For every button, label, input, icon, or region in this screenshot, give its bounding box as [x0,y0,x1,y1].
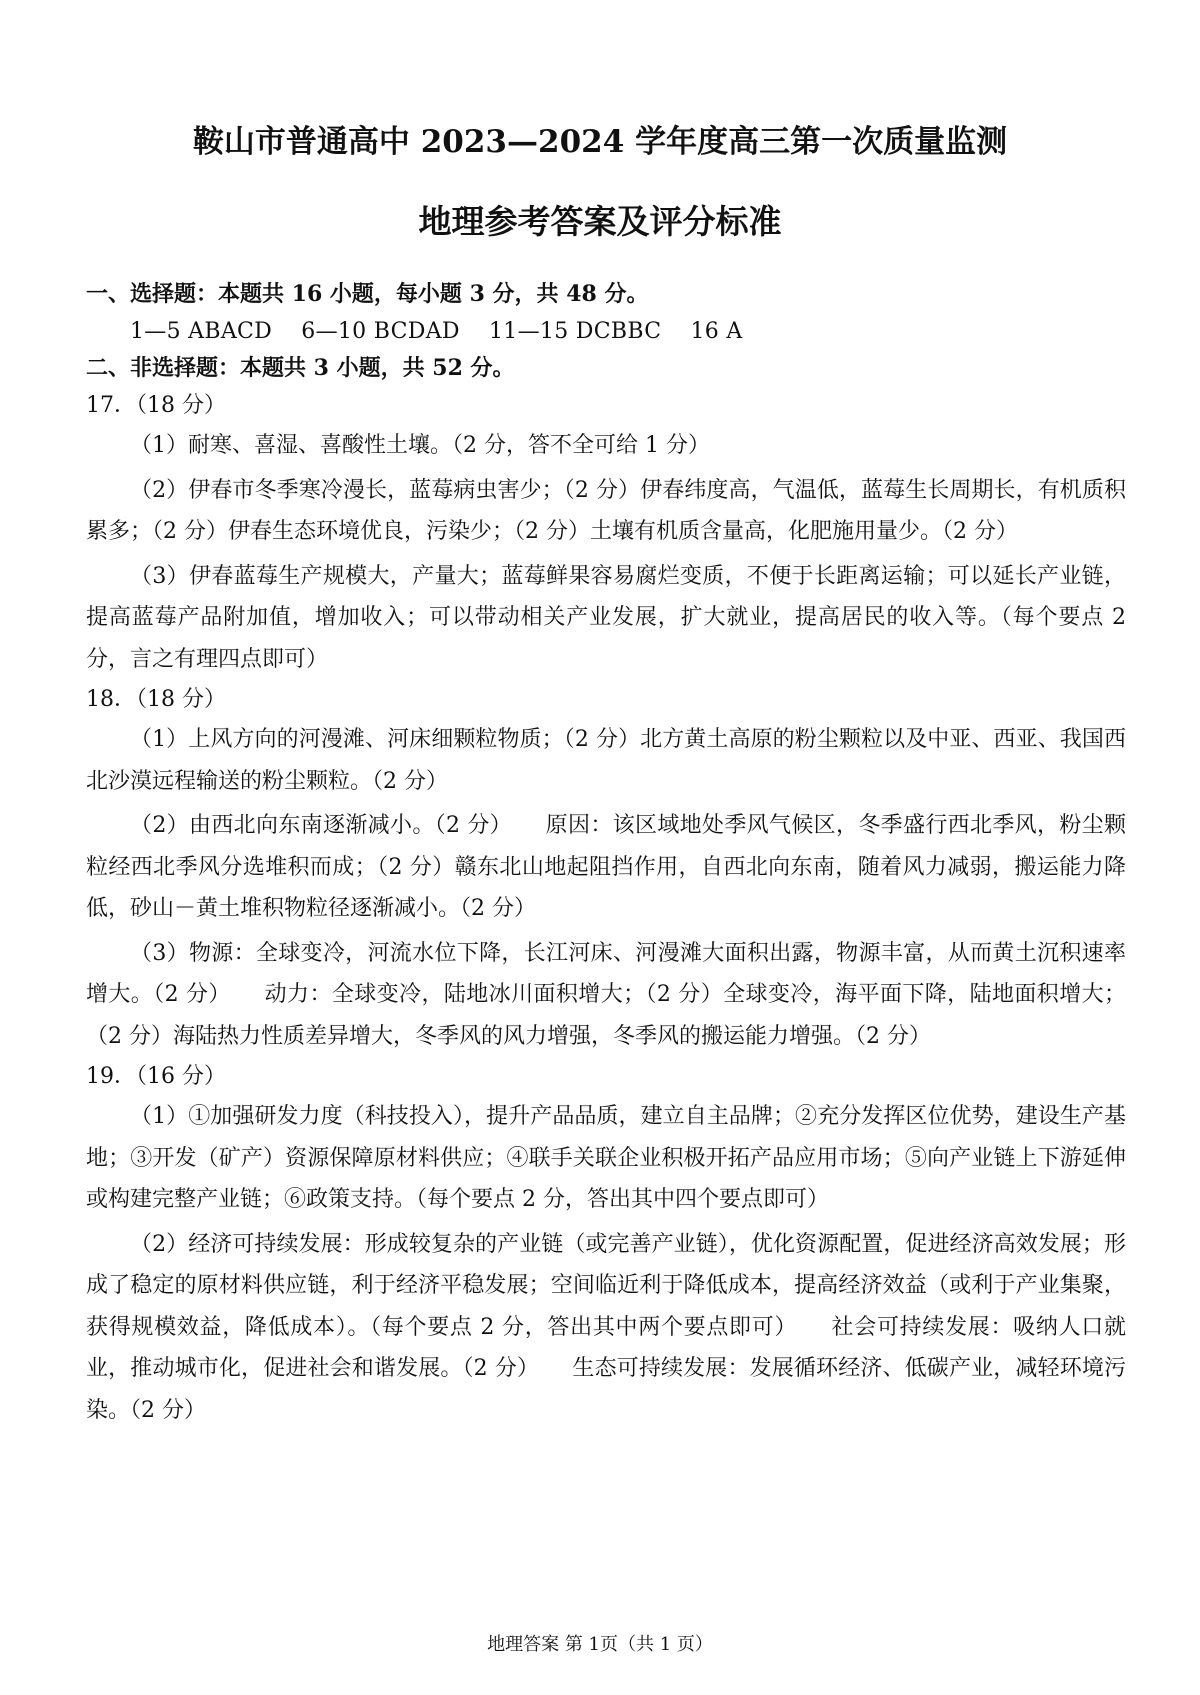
question-19-heading: 19．（16 分） [86,1064,226,1089]
page-subtitle: 地理参考答案及评分标准 [418,202,782,241]
page-title: 鞍山市普通高中 2023—2024 学年度高三第一次质量监测 [192,124,1008,160]
page-footer: 地理答案 第 1页（共 1 页） [487,1634,713,1655]
question-17-part-1: （1）耐寒、喜湿、喜酸性土壤。（2 分，答不全可给 1 分） [130,433,710,458]
question-17-part-3: （3）伊春蓝莓生产规模大，产量大；蓝莓鲜果容易腐烂变质，不便于长距离运输；可以延长产业链，提高蓝莓产品附加值，增加收入；可以带动相关产业发展，扩大就业，提高居民的收入等。（每个要点 2 分，言之有理四点即可） [86,563,1126,672]
question-19-part-1: （1）①加强研发力度（科技投入），提升产品品质，建立自主品牌；②充分发挥区位优势，建设生产基地；③开发（矿产）资源保障原材料供应；④联手关联企业积极开拓产品应用市场；⑤向产业链上下游延伸或构建完整产业链；⑥政策支持。（每个要点 2 分，答出其中四个要点即可） [86,1104,1126,1212]
section-heading-nonchoice: 二、非选择题：本题共 3 小题，共 52 分。 [86,355,515,381]
question-18-heading: 18．（18 分） [86,687,226,712]
question-18-part-1: （1）上风方向的河漫滩、河床细颗粒物质；（2 分）北方黄土高原的粉尘颗粒以及中亚、西亚、我国西北沙漠远程输送的粉尘颗粒。（2 分） [86,727,1126,794]
choice-answers: 1—5 ABACD 6—10 BCDAD 11—15 DCBBC 16 A [130,319,743,344]
question-17-part-2: （2）伊春市冬季寒冷漫长，蓝莓病虫害少；（2 分）伊春纬度高，气温低，蓝莓生长周期长，有机质积累多；（2 分）伊春生态环境优良，污染少；（2 分）土壤有机质含量高，化肥施用量少。（2 分） [86,477,1126,544]
question-18-part-2: （2）由西北向东南逐渐减小。（2 分） 原因：该区域地处季风气候区，冬季盛行西北季风，粉尘颗粒经西北季风分选堆积而成；（2 分）赣东北山地起阻挡作用，自西北向东南，随着风力减弱，搬运能力降低，砂山－黄土堆积物粒径逐渐减小。（2 分） [86,813,1126,921]
answer-body [86,278,1126,1434]
question-18-part-3: （3）物源：全球变冷，河流水位下降，长江河床、河漫滩大面积出露，物源丰富，从而黄土沉积速率增大。（2 分） 动力：全球变冷，陆地冰川面积增大；（2 分）全球变冷，海平面下降，陆地面积增大；（2 分）海陆热力性质差异增大，冬季风的风力增强，冬季风的搬运能力增强。（2 分） [86,940,1126,1049]
question-19-part-2: （2）经济可持续发展：形成较复杂的产业链（或完善产业链），优化资源配置，促进经济高效发展；形成了稳定的原材料供应链，利于经济平稳发展；空间临近利于降低成本，提高经济效益（或利于产业集聚，获得规模效益，降低成本）。（每个要点 2 分，答出其中两个要点即可） 社会可持续发展：吸纳人口就业，推动城市化，促进社会和谐发展。（2 分） 生态可持续发展：发展循环经济、低碳产业，减轻环境污染。（2 分） [86,1231,1126,1423]
question-17-heading: 17．（18 分） [86,393,226,418]
section-heading-choice: 一、选择题：本题共 16 小题，每小题 3 分，共 48 分。 [86,281,649,307]
